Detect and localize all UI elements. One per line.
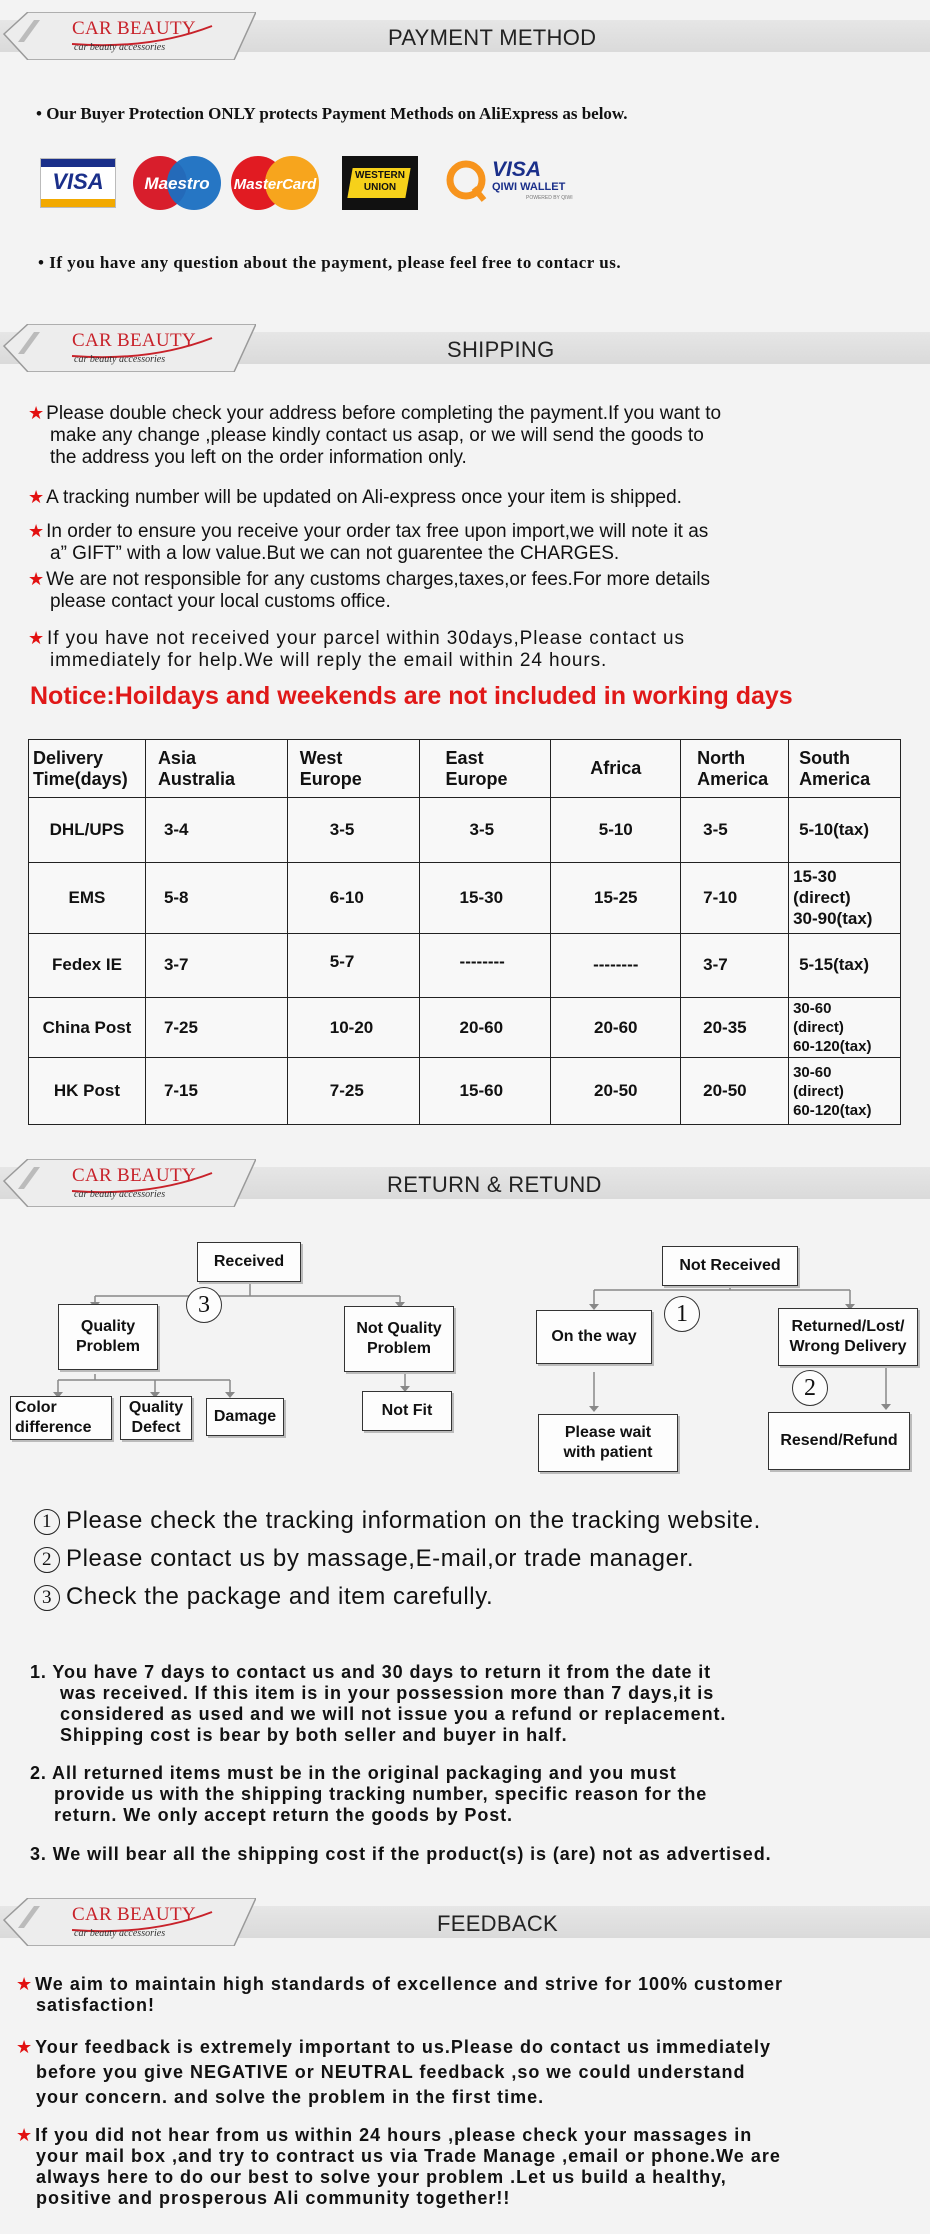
return-term-1: 1. You have 7 days to contact us and 30 days to return it from the date it was received. If this item is in your possession more than 7 days,it is considered as used and we will not issue you a refund or replacement. Shipping cost is bear by both seller and buyer in half. xyxy=(30,1662,727,1745)
table-cell: 3-5 xyxy=(681,798,789,863)
brand-name: CAR BEAUTY xyxy=(72,1165,196,1186)
table-row xyxy=(29,862,901,933)
table-cell: 7-15 xyxy=(145,1058,287,1125)
flow-step-3: 3 xyxy=(186,1287,222,1323)
flow-returned-lost: Returned/Lost/ Wrong Delivery xyxy=(778,1308,918,1366)
star-icon: ★ xyxy=(28,628,46,648)
brand-tagline: car beauty accessories xyxy=(74,1928,166,1939)
table-cell: 5-15(tax) xyxy=(789,933,901,998)
table-header-cell: South America xyxy=(789,740,901,798)
star-icon: ★ xyxy=(28,569,45,589)
table-cell: Fedex IE xyxy=(29,933,146,998)
mastercard-logo xyxy=(228,154,322,212)
svg-text:MasterCard: MasterCard xyxy=(233,176,317,193)
table-cell: 3-5 xyxy=(419,798,551,863)
return-term-3: 3. We will bear all the shipping cost if the product(s) is (are) not as advertised. xyxy=(30,1844,772,1864)
table-cell: HK Post xyxy=(29,1058,146,1125)
table-cell: -------- xyxy=(419,933,551,998)
table-cell: 5-7 xyxy=(287,933,419,998)
table-cell: 5-10 xyxy=(551,798,681,863)
table-cell: 7-10 xyxy=(681,862,789,933)
flow-not-fit: Not Fit xyxy=(362,1391,452,1431)
table-row xyxy=(29,1058,901,1125)
flow-quality-problem: Quality Problem xyxy=(58,1304,158,1370)
western-union-logo: WESTERN UNION xyxy=(342,156,418,210)
table-cell: 20-50 xyxy=(681,1058,789,1125)
section-header-payment xyxy=(0,12,930,60)
table-cell: 20-50 xyxy=(551,1058,681,1125)
number-circle-icon: 2 xyxy=(34,1547,60,1573)
table-cell: 7-25 xyxy=(145,998,287,1058)
brand-name: CAR BEAUTY xyxy=(72,18,196,39)
flow-color-difference: Color difference xyxy=(10,1396,112,1440)
flow-damage: Damage xyxy=(206,1398,284,1436)
table-cell: 7-25 xyxy=(287,1058,419,1125)
flow-step-2: 2 xyxy=(792,1370,828,1406)
return-term-2: 2. All returned items must be in the original packaging and you must provide us with the shipping tracking number, specific reason for the return. We only accept return the goods by Post. xyxy=(30,1763,708,1825)
table-cell: 30-60 (direct) 60-120(tax) xyxy=(789,1058,901,1125)
feedback-note-important: ★ Your feedback is extremely important to us.Please do contact us immediately before you give NEGATIVE or NEUTRAL feedback ,so we could understand your concern. and solve the problem in the first time. xyxy=(16,2037,772,2107)
payment-question-note: • If you have any question about the payment, please feel free to contacr us. xyxy=(38,253,622,272)
shipping-note-gift: ★ In order to ensure you receive your order tax free upon import,we will note it as a” GIFT” with a low value.But we can not guarentee the CHARGES. xyxy=(28,521,709,564)
table-cell: 6-10 xyxy=(287,862,419,933)
table-header-cell: Asia Australia xyxy=(145,740,287,798)
table-cell: 5-8 xyxy=(145,862,287,933)
star-icon: ★ xyxy=(28,521,45,541)
shipping-note-tracking: ★ A tracking number will be updated on Ali-express once your item is shipped. xyxy=(28,487,682,508)
number-circle-icon: 1 xyxy=(34,1509,60,1535)
star-icon: ★ xyxy=(16,2037,34,2057)
visa-logo: VISA xyxy=(40,158,116,208)
table-cell: 15-30 xyxy=(419,862,551,933)
payment-protection-note: • Our Buyer Protection ONLY protects Payment Methods on AliExpress as below. xyxy=(36,104,628,123)
shipping-note-customs: ★ We are not responsible for any customs charges,taxes,or fees.For more details please contact your local customs office. xyxy=(28,569,711,612)
flow-quality-defect: Quality Defect xyxy=(120,1396,192,1440)
table-row xyxy=(29,933,901,998)
legend-item: 3 Check the package and item carefully. xyxy=(34,1583,493,1611)
holiday-notice: Notice:Hoildays and weekends are not included in working days xyxy=(30,682,793,710)
star-icon: ★ xyxy=(28,403,45,423)
flow-please-wait: Please wait with patient xyxy=(538,1414,678,1472)
flow-step-1: 1 xyxy=(664,1296,700,1332)
section-header-return xyxy=(0,1159,930,1207)
table-header-cell: North America xyxy=(681,740,789,798)
table-cell: 3-4 xyxy=(145,798,287,863)
section-title: PAYMENT METHOD xyxy=(388,25,597,50)
table-header-cell: West Europe xyxy=(287,740,419,798)
table-cell: 10-20 xyxy=(287,998,419,1058)
table-cell: 3-7 xyxy=(145,933,287,998)
table-row xyxy=(29,798,901,863)
table-header-cell: Africa xyxy=(551,740,681,798)
table-row xyxy=(29,998,901,1058)
shipping-note-not-received: ★ If you have not received your parcel within 30days,Please contact us immediately for help.We will reply the email within 24 hours. xyxy=(28,628,685,671)
feedback-note-standards: ★ We aim to maintain high standards of excellence and strive for 100% customer satisfaction! xyxy=(16,1974,784,2015)
table-header-cell: East Europe xyxy=(419,740,551,798)
flow-resend-refund: Resend/Refund xyxy=(768,1412,910,1470)
table-cell: 15-25 xyxy=(551,862,681,933)
table-cell: 15-60 xyxy=(419,1058,551,1125)
shipping-note-address: ★ Please double check your address before completing the payment.If you want to make any change ,please kindly contact us asap, or we will send the goods to the address you left on the order information only. xyxy=(28,403,722,468)
legend-item: 2 Please contact us by massage,E-mail,or trade manager. xyxy=(34,1545,694,1573)
table-header-cell: Delivery Time(days) xyxy=(29,740,146,798)
shipping-time-table xyxy=(28,739,901,1125)
table-cell: -------- xyxy=(551,933,681,998)
legend-item: 1 Please check the tracking information on the tracking website. xyxy=(34,1507,761,1535)
table-cell: 20-60 xyxy=(419,998,551,1058)
flow-not-quality-problem: Not Quality Problem xyxy=(344,1306,454,1372)
table-cell: 5-10(tax) xyxy=(789,798,901,863)
table-cell: 15-30 (direct) 30-90(tax) xyxy=(789,862,901,933)
brand-tagline: car beauty accessories xyxy=(74,354,166,365)
svg-text:Maestro: Maestro xyxy=(144,174,210,193)
table-cell: 20-60 xyxy=(551,998,681,1058)
brand-name: CAR BEAUTY xyxy=(72,330,196,351)
star-icon: ★ xyxy=(28,487,45,507)
star-icon: ★ xyxy=(16,2125,34,2145)
section-header-feedback xyxy=(0,1898,930,1946)
table-cell: 3-7 xyxy=(681,933,789,998)
flow-on-the-way: On the way xyxy=(536,1310,652,1364)
section-title: RETURN & RETUND xyxy=(387,1172,602,1197)
brand-tagline: car beauty accessories xyxy=(74,1189,166,1200)
table-header-row xyxy=(29,740,901,798)
feedback-note-contact: ★ If you did not hear from us within 24 hours ,please check your massages in your mail box ,and try to contract us via Trade Manage ,email or phone.We are always here to do our best to solve your problem .Let us build a healthy, positive and prosperous Ali community together!! xyxy=(16,2125,781,2208)
qiwi-visa-logo: VISA QIWI WALLET POWERED BY QIWI xyxy=(444,158,584,208)
flow-not-received: Not Received xyxy=(662,1246,798,1286)
section-title: FEEDBACK xyxy=(437,1911,558,1936)
brand-name: CAR BEAUTY xyxy=(72,1904,196,1925)
section-title: SHIPPING xyxy=(447,337,555,362)
table-cell: China Post xyxy=(29,998,146,1058)
table-cell: 20-35 xyxy=(681,998,789,1058)
maestro-logo xyxy=(132,154,222,212)
number-circle-icon: 3 xyxy=(34,1585,60,1611)
flow-received: Received xyxy=(197,1242,301,1282)
section-header-shipping xyxy=(0,324,930,372)
table-cell: EMS xyxy=(29,862,146,933)
table-cell: 3-5 xyxy=(287,798,419,863)
brand-tagline: car beauty accessories xyxy=(74,42,166,53)
table-cell: 30-60 (direct) 60-120(tax) xyxy=(789,998,901,1058)
star-icon: ★ xyxy=(16,1974,34,1994)
table-cell: DHL/UPS xyxy=(29,798,146,863)
